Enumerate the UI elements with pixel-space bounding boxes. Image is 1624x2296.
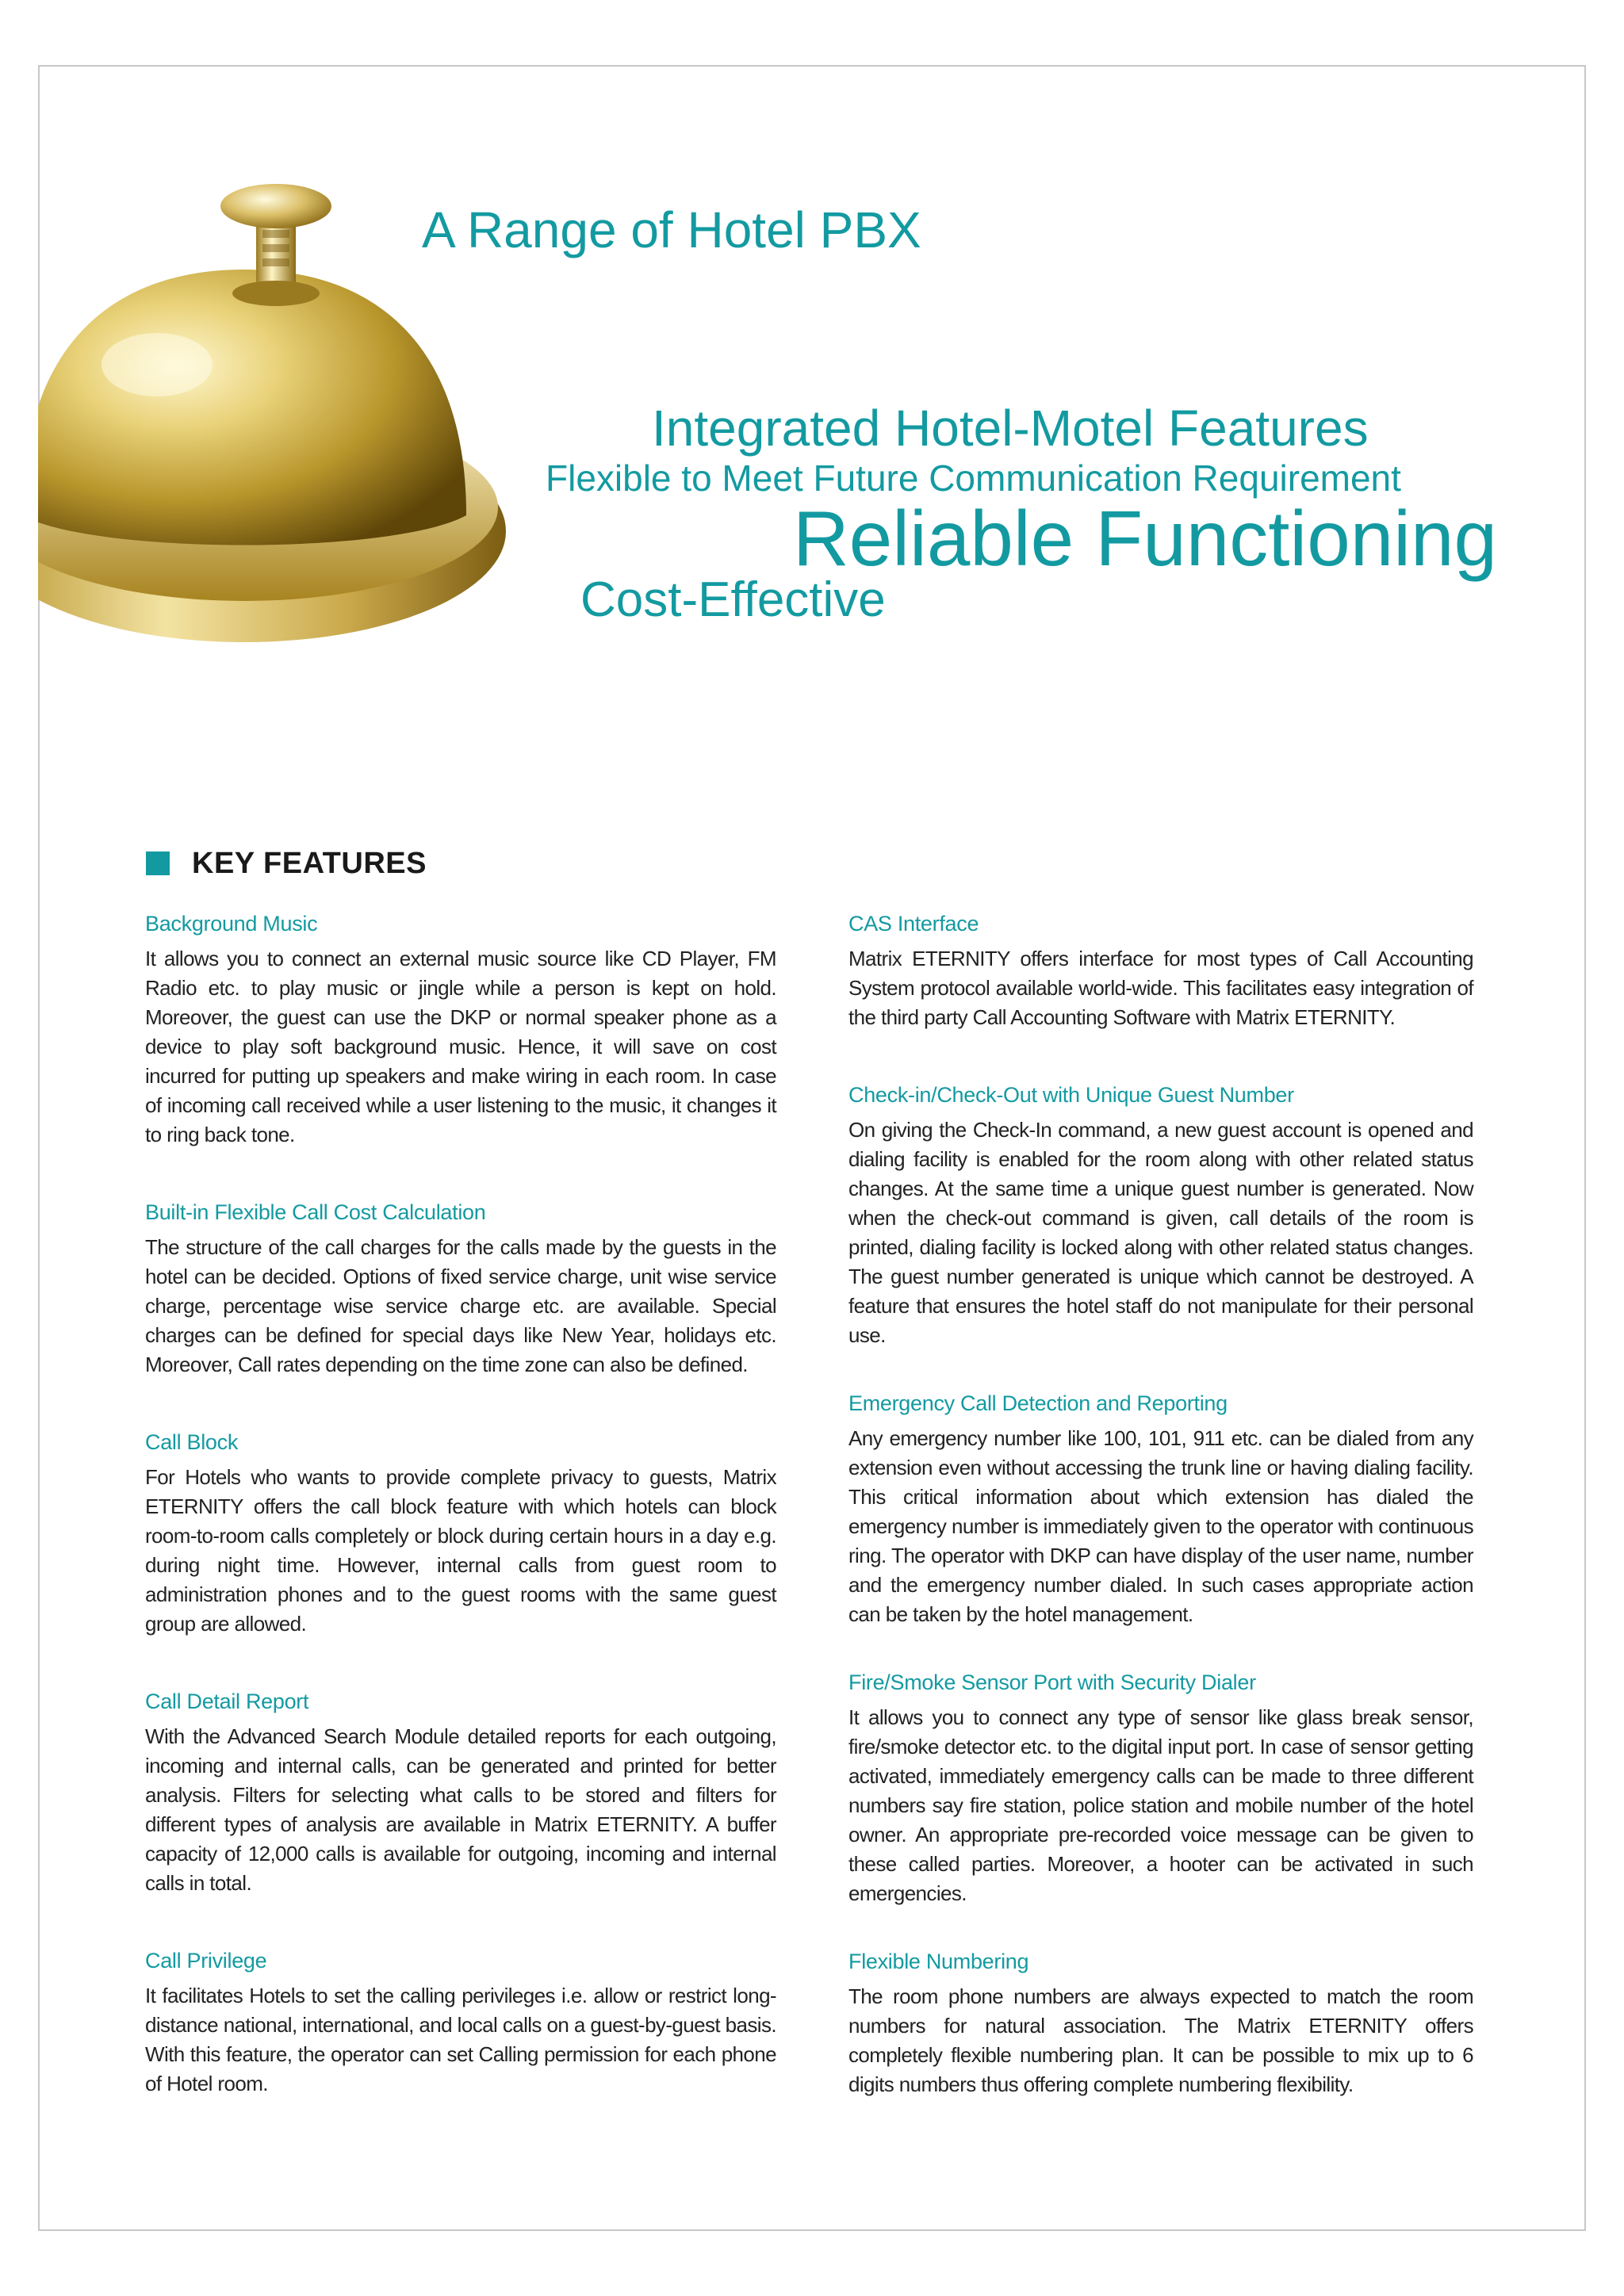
feature-title: Call Block: [145, 1430, 239, 1454]
feature-call-privilege: [145, 1949, 776, 2099]
feature-title: Fire/Smoke Sensor Port with Security Dialer: [848, 1670, 1256, 1694]
feature-call-detail-report: [145, 1689, 776, 1898]
tagline-cost: Cost-Effective: [580, 572, 886, 627]
page-title: A Range of Hotel PBX: [422, 201, 921, 258]
feature-cas-interface: [848, 912, 1473, 1032]
feature-title: Built-in Flexible Call Cost Calculation: [145, 1200, 486, 1224]
feature-text: The structure of the call charges for the calls made by the guests in the hotel can be decided. Options of fixed service charge, unit wise service charge, percentage wise service charge etc. are available. Special charges can be defined for special days like New Year, holidays etc. Moreover, Call rates depending on the time zone can also be defined.: [145, 1235, 776, 1376]
feature-title: Emergency Call Detection and Reporting: [848, 1391, 1228, 1415]
feature-title: Background Music: [145, 912, 318, 936]
right-column: [848, 912, 1473, 2099]
feature-text: With the Advanced Search Module detailed reports for each outgoing, incoming and internal calls, can be generated and printed for better analysis. Filters for selecting what calls to be stored and filters for different types of analysis are available in Matrix ETERNITY. A buffer capacity of 12,000 calls is available for outgoing, incoming and internal calls in total.: [145, 1724, 776, 1895]
feature-text: For Hotels who wants to provide complete privacy to guests, Matrix ETERNITY offers the call block feature with which hotels can block room-to-room calls completely or block during certain hours in a day e.g. during night time. However, internal calls from guest room to administration phones and to the guest rooms with the same guest group are allowed.: [145, 1465, 776, 1636]
key-features-header: [146, 845, 427, 882]
left-column: [145, 912, 776, 2099]
feature-text: It allows you to connect any type of sensor like glass break sensor, fire/smoke detector etc. to the digital input port. In case of sensor getting activated, immediately emergency calls can be made to three different numbers say fire station, police station and mobile number of the hotel owner. An appropriate pre-recorded voice message can be given to these called parties. Moreover, a hooter can be activated in such emergencies.: [848, 1705, 1473, 1905]
feature-background-music: [145, 912, 776, 1150]
feature-text: It facilitates Hotels to set the calling perivileges i.e. allow or restrict long-distance national, international, and local calls on a guest-by-guest basis. With this feature, the operator can set Calling permission for each phone of Hotel room.: [145, 1984, 776, 2095]
tagline-flexible: Flexible to Meet Future Communication Requirement: [546, 457, 1401, 499]
feature-title: Check-in/Check-Out with Unique Guest Number: [848, 1083, 1294, 1107]
feature-flexible-numbering: [848, 1950, 1473, 2099]
feature-text: On giving the Check-In command, a new guest account is opened and dialing facility is enabled for the room along with other related status changes. At the same time a unique guest number is generated. Now when the check-out command is given, call details of the room is printed, dialing facility is locked along with other related status changes. The guest number generated is unique which cannot be destroyed. A feature that ensures the hotel staff do not manipulate for their personal use.: [848, 1118, 1473, 1347]
feature-title: CAS Interface: [848, 912, 979, 936]
feature-text: Any emergency number like 100, 101, 911 etc. can be dialed from any extension even without accessing the trunk line or having dialing facility. This critical information about which extension has dialed the emergency number is immediately given to the operator with continuous ring. The operator with DKP can have display of the user name, number and the emergency number dialed. In such cases appropriate action can be taken by the hotel management.: [848, 1426, 1473, 1626]
feature-call-block: [145, 1430, 776, 1639]
service-bell-image: [38, 182, 530, 721]
feature-emergency-call: [848, 1391, 1473, 1629]
feature-fire-smoke-sensor: [848, 1670, 1473, 1908]
tagline-reliable: Reliable Functioning: [793, 495, 1497, 582]
tagline-integrated: Integrated Hotel-Motel Features: [652, 400, 1369, 457]
feature-title: Call Privilege: [145, 1949, 267, 1973]
section-marker-icon: [146, 851, 170, 875]
feature-title: Call Detail Report: [145, 1689, 309, 1713]
feature-text: The room phone numbers are always expected to match the room numbers for natural association. The Matrix ETERNITY offers completely flexible numbering plan. It can be possible to mix up to 6 digits numbers thus offering complete numbering flexibility.: [848, 1984, 1473, 2096]
feature-title: Flexible Numbering: [848, 1950, 1029, 1973]
feature-check-in-check-out: [848, 1083, 1473, 1350]
feature-text: It allows you to connect an external music source like CD Player, FM Radio etc. to play music or jingle while a person is kept on hold. Moreover, the guest can use the DKP or normal speaker phone as a device to play soft background music. Hence, it will save on cost incurred for putting up speakers and make wiring in each room. In case of incoming call received while a user listening to the music, it changes it to ring back tone.: [145, 947, 776, 1146]
feature-text: Matrix ETERNITY offers interface for most types of Call Accounting System protocol available world-wide. This facilitates easy integration of the third party Call Accounting Software with Matrix ETERNITY.: [848, 947, 1473, 1029]
section-title: KEY FEATURES: [192, 846, 427, 880]
feature-call-cost-calculation: [145, 1200, 776, 1380]
